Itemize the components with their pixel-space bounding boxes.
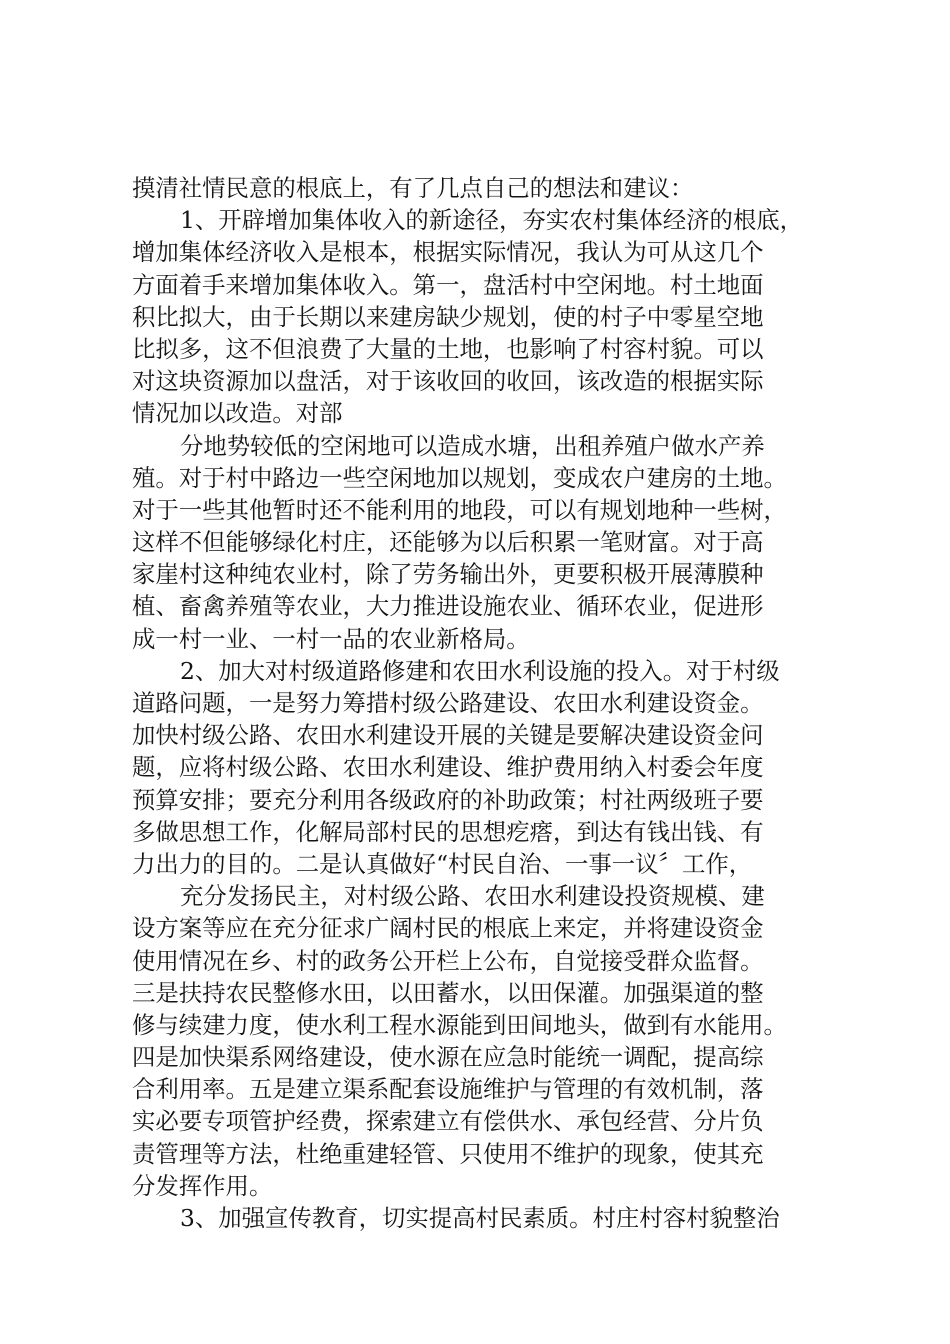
text-line: 摸清社情民意的根底上，有了几点自己的想法和建议：: [132, 174, 694, 202]
text-line: 这样不但能够绿化村庄，还能够为以后积累一笔财富。对于高: [132, 528, 764, 557]
paragraph-start-line: 2、加大对村级道路修建和农田水利设施的投入。对于村级: [180, 656, 780, 685]
text-line: 加快村级公路、农田水利建设开展的关键是要解决建设资金问: [132, 721, 764, 750]
text-line: 题，应将村级公路、农田水利建设、维护费用纳入村委会年度: [132, 753, 764, 782]
text-line: 对于一些其他暂时还不能利用的地段，可以有规划地种一些树，: [132, 495, 787, 524]
text-line: 使用情况在乡、村的政务公开栏上公布，自觉接受群众监督。: [132, 946, 764, 975]
text-line: 分发挥作用。: [132, 1171, 273, 1200]
text-line: 合利用率。五是建立渠系配套设施维护与管理的有效机制，落: [132, 1075, 764, 1104]
text-line: 比拟多，这不但浪费了大量的土地，也影响了村容村貌。可以: [132, 334, 764, 363]
text-line: 成一村一业、一村一品的农业新格局。: [132, 624, 530, 653]
text-line: 情况加以改造。对部: [132, 399, 343, 428]
text-line: 殖。对于村中路边一些空闲地加以规划，变成农户建房的土地。: [132, 463, 787, 492]
document-body: [132, 172, 832, 1234]
text-line: 多做思想工作，化解局部村民的思想疙瘩，到达有钱出钱、有: [132, 817, 764, 846]
text-line: 力出力的目的。二是认真做好“村民自治、一事一议〞工作，: [132, 849, 753, 878]
text-line: 植、畜禽养殖等农业，大力推进设施农业、循环农业，促进形: [132, 592, 764, 621]
text-line: 对这块资源加以盘活，对于该收回的收回，该改造的根据实际: [132, 367, 764, 396]
text-line: 设方案等应在充分征求广阔村民的根底上来定，并将建设资金: [132, 914, 764, 943]
text-line: 实必要专项管护经费，探索建立有偿供水、承包经营、分片负: [132, 1107, 764, 1136]
text-line: 修与续建力度，使水利工程水源能到田间地头，做到有水能用。: [132, 1010, 787, 1039]
paragraph-start-line: 1、开辟增加集体收入的新途径，夯实农村集体经济的根底，: [180, 206, 804, 235]
paragraph-start-line: 分地势较低的空闲地可以造成水塘，出租养殖户做水产养: [180, 431, 765, 460]
text-line: 道路问题，一是努力筹措村级公路建设、农田水利建设资金。: [132, 689, 764, 717]
paragraph-start-line: 充分发扬民主，对村级公路、农田水利建设投资规模、建: [180, 882, 765, 911]
text-line: 方面着手来增加集体收入。第一，盘活村中空闲地。村土地面: [132, 270, 764, 299]
paragraph-start-line: 3、加强宣传教育，切实提高村民素质。村庄村容村貌整治: [180, 1204, 780, 1232]
text-line: 四是加快渠系网络建设，使水源在应急时能统一调配，提高综: [132, 1043, 764, 1072]
text-line: 责管理等方法，杜绝重建轻管、只使用不维护的现象，使其充: [132, 1139, 764, 1168]
text-line: 增加集体经济收入是根本，根据实际情况，我认为可从这几个: [132, 238, 764, 267]
text-line: 预算安排；要充分利用各级政府的补助政策；村社两级班子要: [132, 785, 764, 814]
text-line: 积比拟大，由于长期以来建房缺少规划，使的村子中零星空地: [132, 302, 764, 331]
text-line: 家崖村这种纯农业村，除了劳务输出外，更要积极开展薄膜种: [132, 560, 764, 589]
text-line: 三是扶持农民整修水田，以田蓄水，以田保灌。加强渠道的整: [132, 978, 764, 1007]
